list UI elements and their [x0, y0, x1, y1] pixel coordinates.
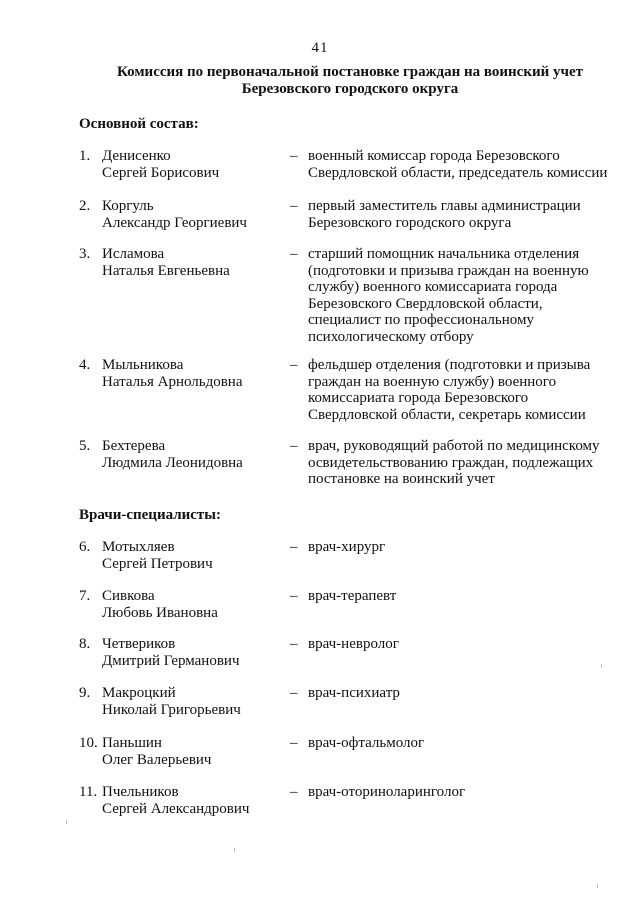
- member-role: [308, 539, 620, 556]
- member-name: [102, 539, 213, 572]
- scan-speck: [597, 884, 598, 888]
- dash-separator: –: [290, 246, 298, 262]
- member-given-names: Сергей Петрович: [102, 555, 213, 572]
- member-name: [102, 246, 230, 279]
- member-role: [308, 636, 620, 653]
- member-surname: Паньшин: [102, 735, 162, 751]
- dash-separator: –: [290, 588, 298, 604]
- dash-separator: –: [290, 784, 298, 800]
- member-role: [308, 357, 620, 423]
- dash-separator: –: [290, 735, 298, 751]
- page-number: 41: [311, 40, 329, 56]
- role-line: комиссариата города Березовского: [308, 390, 529, 407]
- member-given-names: Любовь Ивановна: [102, 604, 218, 621]
- member-number: 3.: [79, 246, 91, 262]
- scan-speck: [601, 664, 602, 668]
- member-number: 8.: [79, 636, 91, 652]
- role-line: Березовского городского округа: [308, 214, 512, 231]
- member-surname: Сивкова: [102, 588, 155, 604]
- member-given-names: Людмила Леонидовна: [102, 454, 243, 471]
- dash-separator: –: [290, 636, 298, 652]
- member-role: [308, 438, 620, 488]
- role-line: врач-психиатр: [308, 685, 400, 701]
- member-role: [308, 198, 620, 231]
- role-line: освидетельствованию граждан, подлежащих: [308, 454, 594, 471]
- member-number: 7.: [79, 588, 91, 604]
- member-surname: Мотыхляев: [102, 539, 175, 555]
- scan-speck: [234, 848, 235, 852]
- member-role: [308, 246, 620, 346]
- role-line: врач-хирург: [308, 539, 386, 555]
- dash-separator: –: [290, 148, 298, 164]
- member-number: 5.: [79, 438, 91, 454]
- member-given-names: Олег Валерьевич: [102, 751, 212, 768]
- member-role: [308, 685, 620, 702]
- member-role: [308, 148, 620, 181]
- role-line: врач-невролог: [308, 636, 399, 652]
- member-name: [102, 636, 239, 669]
- member-number: 9.: [79, 685, 91, 701]
- section-heading-doctors: Врачи-специалисты:: [79, 507, 222, 523]
- dash-separator: –: [290, 685, 298, 701]
- document-title: [60, 64, 640, 98]
- member-role: [308, 588, 620, 605]
- member-number: 1.: [79, 148, 91, 164]
- member-number: 10.: [79, 735, 98, 751]
- role-line: специалист по профессиональному: [308, 312, 534, 329]
- member-number: 11.: [79, 784, 98, 800]
- role-line: граждан на военную службу) военного: [308, 373, 557, 390]
- member-given-names: Дмитрий Германович: [102, 652, 240, 669]
- dash-separator: –: [290, 539, 298, 555]
- member-surname: Коргуль: [102, 198, 154, 214]
- member-role: [308, 735, 620, 752]
- member-given-names: Сергей Борисович: [102, 164, 220, 181]
- role-line: врач-терапевт: [308, 588, 397, 604]
- member-surname: Исламова: [102, 246, 165, 262]
- member-number: 2.: [79, 198, 91, 214]
- role-line: врач-оториноларинголог: [308, 784, 466, 800]
- member-surname: Пчельников: [102, 784, 179, 800]
- title-line-2: Березовского городского округа: [241, 81, 459, 97]
- role-line: врач-офтальмолог: [308, 735, 425, 751]
- title-line-1: Комиссия по первоначальной постановке граждан на воинский учет: [117, 64, 583, 80]
- role-line: Свердловской области, секретарь комиссии: [308, 406, 586, 423]
- role-line: старший помощник начальника отделения: [308, 246, 580, 262]
- member-name: [102, 198, 247, 231]
- role-line: Свердловской области, председатель комиссии: [308, 164, 608, 181]
- member-role: [308, 784, 620, 801]
- member-name: [102, 438, 243, 471]
- role-line: Березовского Свердловской области,: [308, 295, 543, 312]
- member-name: [102, 588, 218, 621]
- role-line: (подготовки и призыва граждан на военную: [308, 262, 589, 279]
- member-name: [102, 735, 211, 768]
- member-given-names: Александр Георгиевич: [102, 214, 247, 231]
- member-given-names: Николай Григорьевич: [102, 701, 241, 718]
- member-given-names: Наталья Евгеньевна: [102, 262, 230, 279]
- role-line: психологическому отбору: [308, 328, 474, 345]
- role-line: первый заместитель главы администрации: [308, 198, 581, 214]
- member-surname: Мыльникова: [102, 357, 184, 373]
- scan-speck: [66, 820, 67, 824]
- member-surname: Четвериков: [102, 636, 176, 652]
- member-name: [102, 784, 249, 817]
- dash-separator: –: [290, 357, 298, 373]
- role-line: службу) военного комиссариата города: [308, 279, 558, 296]
- dash-separator: –: [290, 198, 298, 214]
- member-name: [102, 685, 241, 718]
- role-line: фельдшер отделения (подготовки и призыва: [308, 357, 591, 373]
- member-surname: Денисенко: [102, 148, 171, 164]
- section-heading-main: Основной состав:: [79, 116, 199, 132]
- member-number: 4.: [79, 357, 91, 373]
- member-surname: Макроцкий: [102, 685, 176, 701]
- member-given-names: Наталья Арнольдовна: [102, 373, 243, 390]
- member-name: [102, 148, 219, 181]
- member-name: [102, 357, 243, 390]
- dash-separator: –: [290, 438, 298, 454]
- role-line: военный комиссар города Березовского: [308, 148, 560, 164]
- role-line: врач, руководящий работой по медицинскому: [308, 438, 600, 454]
- role-line: постановке на воинский учет: [308, 471, 495, 488]
- member-number: 6.: [79, 539, 91, 555]
- member-given-names: Сергей Александрович: [102, 800, 250, 817]
- member-surname: Бехтерева: [102, 438, 166, 454]
